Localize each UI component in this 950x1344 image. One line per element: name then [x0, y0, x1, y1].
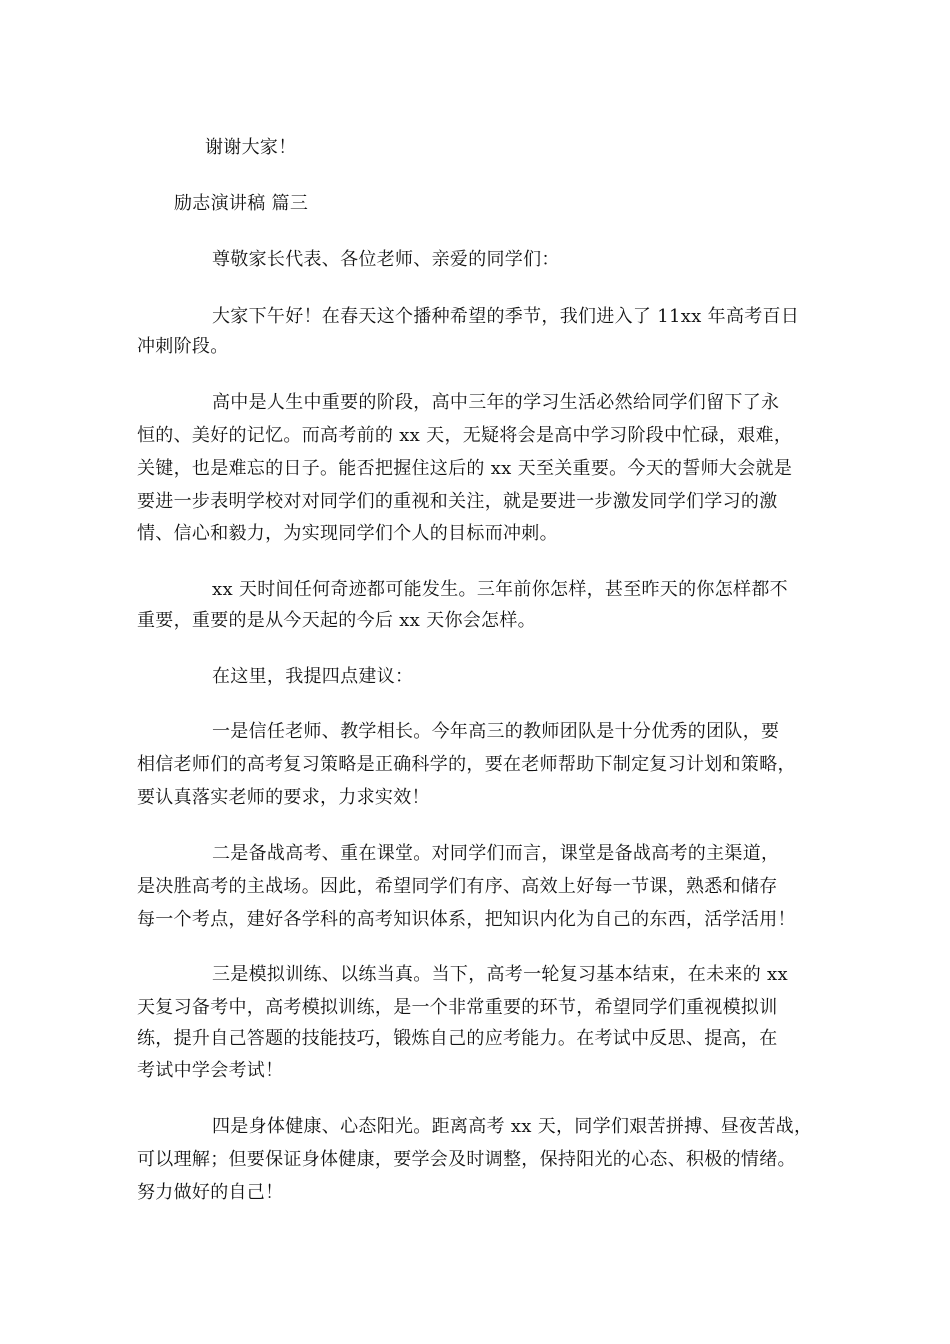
paragraph-line: 要认真落实老师的要求，力求实效！: [137, 787, 430, 808]
paragraph-line: 大家下午好！在春天这个播种希望的季节，我们进入了 11xx 年高考百日: [212, 306, 800, 327]
paragraph-line: 要进一步表明学校对对同学们的重视和关注，就是要进一步激发同学们学习的激: [137, 491, 778, 512]
paragraph-line: 高中是人生中重要的阶段，高中三年的学习生活必然给同学们留下了永: [212, 392, 780, 413]
salutation: 尊敬家长代表、各位老师、亲爱的同学们：: [212, 249, 560, 270]
paragraph-line: 努力做好的自己！: [137, 1182, 284, 1203]
paragraph-line: 可以理解；但要保证身体健康，要学会及时调整，保持阳光的心态、积极的情绪。: [137, 1149, 796, 1170]
paragraph-line: 三是模拟训练、以练当真。当下，高考一轮复习基本结束，在未来的 xx: [212, 964, 788, 985]
paragraph-line: 考试中学会考试！: [137, 1060, 284, 1081]
paragraph-line: 相信老师们的高考复习策略是正确科学的，要在老师帮助下制定复习计划和策略，: [137, 754, 796, 775]
paragraph-line: 是决胜高考的主战场。因此，希望同学们有序、高效上好每一节课，熟悉和储存: [137, 876, 778, 897]
closing-thanks: 谢谢大家！: [205, 137, 297, 158]
paragraph-line: 一是信任老师、教学相长。今年高三的教师团队是十分优秀的团队，要: [212, 721, 780, 742]
section-heading: 励志演讲稿 篇三: [174, 193, 309, 214]
paragraph-line: 二是备战高考、重在课堂。对同学们而言，课堂是备战高考的主渠道，: [212, 843, 780, 864]
paragraph-line: 关键，也是难忘的日子。能否把握住这后的 xx 天至关重要。今天的誓师大会就是: [137, 458, 793, 479]
paragraph-line: 在这里，我提四点建议：: [212, 666, 414, 687]
paragraph-line: 练，提升自己答题的技能技巧，锻炼自己的应考能力。在考试中反思、提高，在: [137, 1028, 778, 1049]
paragraph-line: 冲刺阶段。: [137, 336, 229, 357]
paragraph-line: 天复习备考中，高考模拟训练，是一个非常重要的环节，希望同学们重视模拟训: [137, 997, 778, 1018]
paragraph-line: 恒的、美好的记忆。而高考前的 xx 天，无疑将会是高中学习阶段中忙碌，艰难，: [137, 425, 793, 446]
paragraph-line: 重要，重要的是从今天起的今后 xx 天你会怎样。: [137, 610, 536, 631]
paragraph-line: 四是身体健康、心态阳光。距离高考 xx 天，同学们艰苦拼搏、昼夜苦战，: [212, 1116, 813, 1137]
paragraph-line: xx 天时间任何奇迹都可能发生。三年前你怎样，甚至昨天的你怎样都不: [212, 579, 788, 600]
paragraph-line: 每一个考点，建好各学科的高考知识体系，把知识内化为自己的东西，活学活用！: [137, 909, 796, 930]
paragraph-line: 情、信心和毅力，为实现同学们个人的目标而冲刺。: [137, 523, 558, 544]
